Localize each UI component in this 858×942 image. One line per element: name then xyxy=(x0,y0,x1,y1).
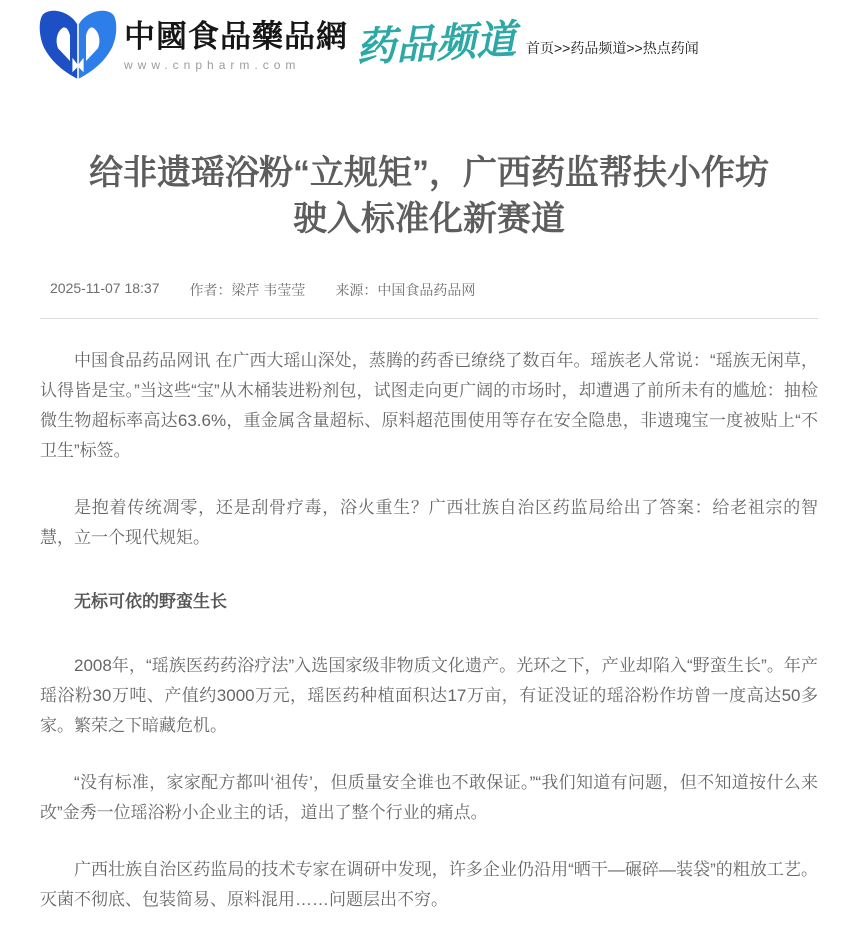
article-author: 作者：梁芹 韦莹莹 xyxy=(189,282,306,298)
site-name: 中國食品藥品網 xyxy=(124,19,348,55)
breadcrumb-channel[interactable]: 药品频道 xyxy=(570,40,627,56)
site-header xyxy=(0,0,858,96)
article-body xyxy=(40,346,818,915)
paragraph-intro-2: 是抱着传统凋零，还是刮骨疗毒，浴火重生？广西壮族自治区药监局给出了答案：给老祖宗的智慧，立一个现代规矩。 xyxy=(40,498,818,547)
site-url: www.cnpharm.com xyxy=(124,57,301,72)
article-meta xyxy=(50,280,818,300)
logo-icon xyxy=(38,8,118,82)
paragraph-intro-1: 中国食品药品网讯 在广西大瑶山深处，蒸腾的药香已缭绕了数百年。瑶族老人常说：“瑶族无闲草，认得皆是宝。”当这些“宝”从木桶装进粉剂包，试图走向更广阔的市场时，却遭遇了前所未有的尴尬：抽检微生物超标率高达63.6%，重金属含量超标、原料超范围使用等存在安全隐患，非遗瑰宝一度被贴上“不卫生”标签。 xyxy=(40,351,818,460)
article-title xyxy=(40,150,818,242)
breadcrumb-separator: >> xyxy=(626,40,643,56)
logo-text xyxy=(124,8,348,72)
article-title-line-1: 给非遗瑶浴粉“立规矩”，广西药监帮扶小作坊 xyxy=(89,154,769,192)
article xyxy=(0,150,858,915)
article-title-line-2: 驶入标准化新赛道 xyxy=(293,200,565,238)
paragraph-section-3: 广西壮族自治区药监局的技术专家在调研中发现，许多企业仍沿用“晒干—碾碎—装袋”的粗放工艺。灭菌不彻底、包装简易、原料混用……问题层出不穷。 xyxy=(40,860,818,909)
meta-divider xyxy=(40,318,818,319)
paragraph-section-2: “没有标准，家家配方都叫‘祖传’，但质量安全谁也不敢保证。”“我们知道有问题，但不知道按什么来改”金秀一位瑶浴粉小企业主的话，道出了整个行业的痛点。 xyxy=(40,773,818,822)
site-logo[interactable] xyxy=(38,8,348,82)
breadcrumb-home[interactable]: 首页 xyxy=(526,40,554,56)
breadcrumb xyxy=(526,38,699,58)
breadcrumb-current: 热点药闻 xyxy=(642,40,699,56)
publish-date: 2025-11-07 18:37 xyxy=(50,280,160,296)
section-subheading: 无标可依的野蛮生长 xyxy=(74,592,227,611)
channel-name: 药品频道 xyxy=(354,15,518,72)
breadcrumb-separator: >> xyxy=(554,40,571,56)
article-source: 来源：中国食品药品网 xyxy=(335,282,476,298)
paragraph-section-1: 2008年，“瑶族医药药浴疗法”入选国家级非物质文化遗产。光环之下，产业却陷入“野蛮生长”。年产瑶浴粉30万吨、产值约3000万元，瑶医药种植面积达17万亩，有证没证的瑶浴粉作坊曾一度高达50多家。繁荣之下暗藏危机。 xyxy=(40,656,818,735)
